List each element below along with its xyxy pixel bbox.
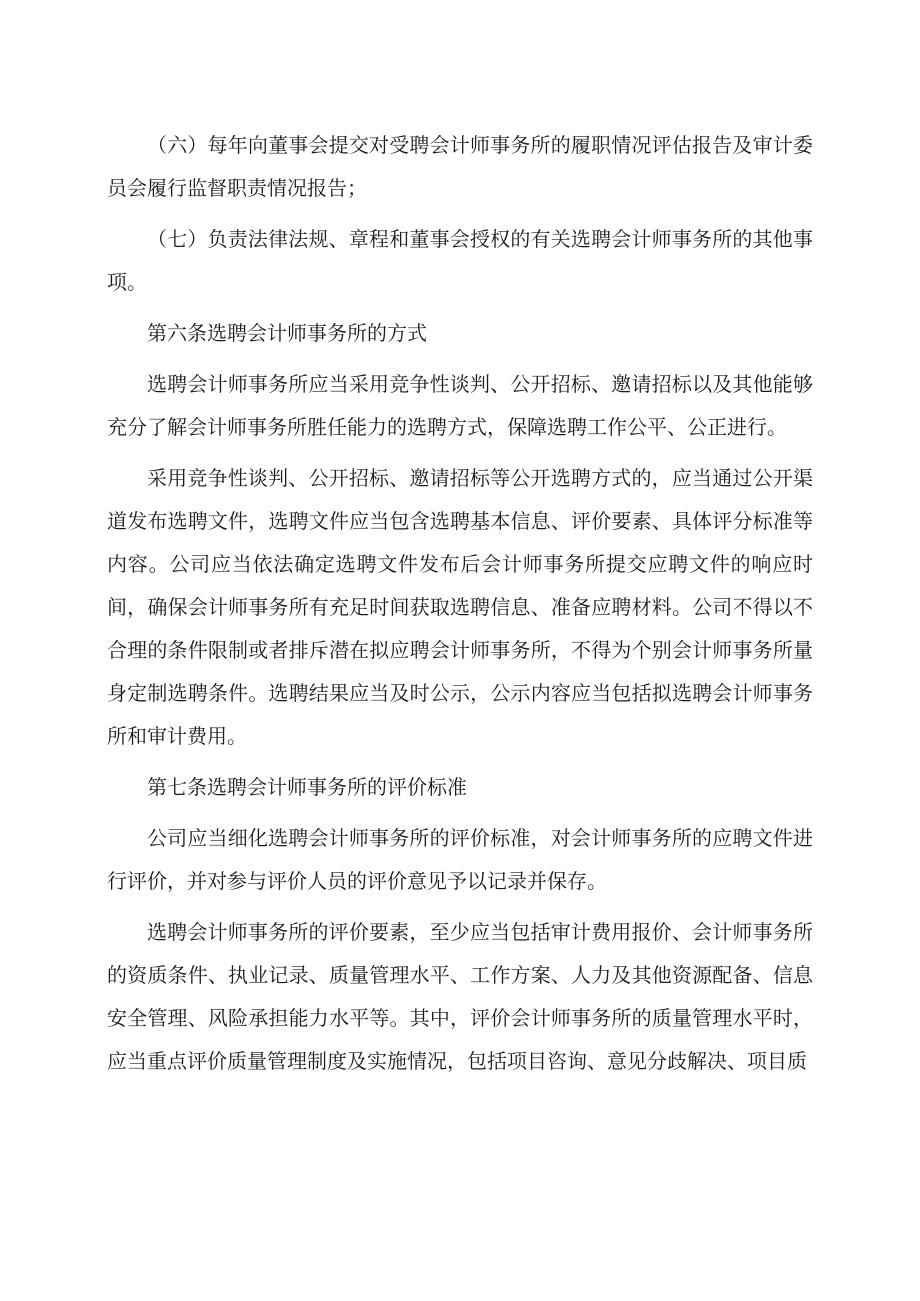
paragraph-item-6: （六）每年向董事会提交对受聘会计师事务所的履职情况评估报告及审计委员会履行监督职责情况报告；: [107, 133, 813, 200]
article-7-heading: 第七条选聘会计师事务所的评价标准: [147, 775, 467, 799]
article-7-paragraph-2: 选聘会计师事务所的评价要素，至少应当包括审计费用报价、会计师事务所的资质条件、执业记录、质量管理水平、工作方案、人力及其他资源配备、信息安全管理、风险承担能力水平等。其中，评价会计师事务所的质量管理水平时，应当重点评价质量管理制度及实施情况，包括项目咨询、意见分歧解决、项目质: [107, 920, 813, 1073]
paragraph-item-7: （七）负责法律法规、章程和董事会授权的有关选聘会计师事务所的其他事项。: [107, 227, 813, 294]
article-6-paragraph-1: 选聘会计师事务所应当采用竞争性谈判、公开招标、邀请招标以及其他能够充分了解会计师事务所胜任能力的选聘方式，保障选聘工作公平、公正进行。: [107, 372, 813, 439]
document-body: [107, 124, 813, 1091]
article-6-paragraph-2: 采用竞争性谈判、公开招标、邀请招标等公开选聘方式的，应当通过公开渠道发布选聘文件，选聘文件应当包含选聘基本信息、评价要素、具体评分标准等内容。公司应当依法确定选聘文件发布后会计师事务所提交应聘文件的响应时间，确保会计师事务所有充足时间获取选聘信息、准备应聘材料。公司不得以不合理的条件限制或者排斥潜在拟应聘会计师事务所，不得为个别会计师事务所量身定制选聘条件。选聘结果应当及时公示，公示内容应当包括拟选聘会计师事务所和审计费用。: [107, 466, 813, 748]
article-7-paragraph-1: 公司应当细化选聘会计师事务所的评价标准，对会计师事务所的应聘文件进行评价，并对参与评价人员的评价意见予以记录并保存。: [107, 826, 813, 893]
article-6-heading: 第六条选聘会计师事务所的方式: [147, 321, 427, 345]
